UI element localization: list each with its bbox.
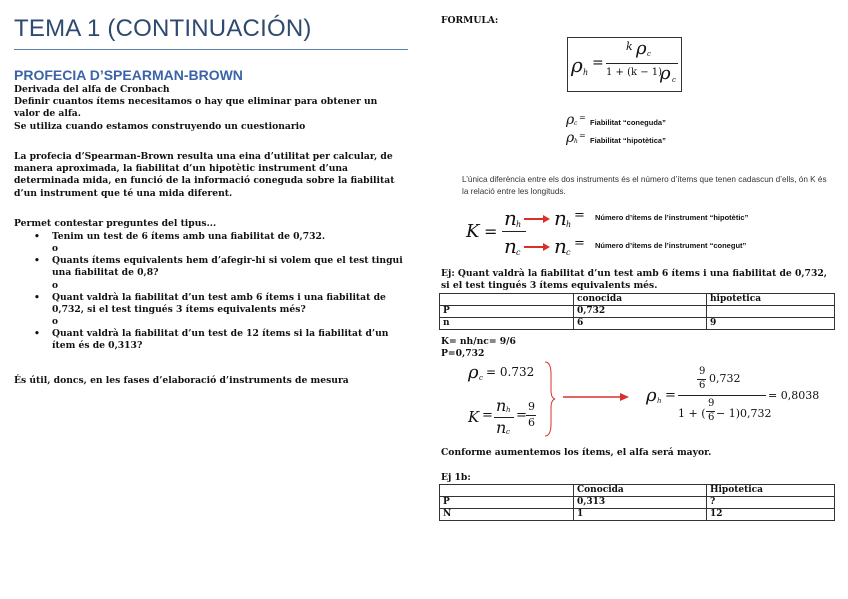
arrow-right-icon [524, 214, 550, 224]
calc-rho-c-sub: c [479, 374, 483, 382]
calc-rho-h-sub: h [657, 397, 662, 405]
table-cell: 0,313 [574, 497, 707, 509]
sub-bullet: o [52, 317, 59, 328]
section-heading: PROFECIA D’SPEARMAN-BROWN [14, 67, 243, 83]
calc-rho-c-value: = 0.732 [486, 365, 535, 379]
list-item [14, 255, 404, 279]
calc-eq2: = [516, 408, 527, 423]
permet-line: Permet contestar preguntes del tipus... [14, 218, 217, 229]
arrow-right-icon [563, 392, 629, 402]
table-row [440, 497, 835, 509]
k-bottom-sub: c [516, 248, 521, 257]
list-item [14, 231, 404, 243]
calc-main-bar [678, 395, 766, 396]
k-top-sub: h [516, 220, 522, 229]
nh-label: Número d’ítems de l’instrument “hipotètic” [595, 213, 749, 222]
nc-label: Número d’ítems de l’instrument “conegut” [595, 241, 747, 250]
bullet-marker: • [34, 231, 40, 242]
calc-rho-c: ρ [468, 362, 479, 383]
formula-label: FORMULA: [441, 15, 499, 26]
calc-nc-sub: c [506, 428, 510, 436]
arrow-right-icon [524, 242, 550, 252]
nc-equals: = [574, 236, 585, 251]
calc-den-one: 1 + ( [678, 407, 706, 420]
calc-nh-sub: h [506, 406, 511, 414]
calc-num-six: 6 [699, 380, 706, 391]
table-row [440, 509, 835, 521]
calc-k: K [468, 408, 480, 426]
legend-eq: = [579, 131, 586, 140]
formula-equals: = [592, 55, 604, 71]
table-header-row [440, 294, 835, 306]
formula-lhs-sub: h [583, 68, 589, 77]
ej1-table [439, 293, 835, 330]
table-cell: 9 [707, 318, 835, 330]
intro-line: Se utiliza cuando estamos construyendo un cuestionario [14, 120, 306, 132]
list-item [14, 328, 404, 352]
question-list [14, 231, 404, 352]
table-cell [707, 306, 835, 318]
list-item-text: Quant valdrà la fiabilitat d’un test de 12 ítems si la fiabilitat d’un ítem és de 0,313? [52, 328, 389, 352]
sub-bullet: o [52, 244, 59, 255]
calc-num-rest: 0,732 [709, 372, 741, 385]
k-symbol: K [466, 221, 480, 242]
formula-den-rho: ρ [660, 63, 671, 84]
sub-bullet: o [52, 280, 59, 291]
calc-nh: n [496, 396, 507, 415]
legend-rho-c-sub: c [574, 120, 578, 127]
intro-line: Definir cuantos ítems necesitamos o hay que eliminar para obtener un valor de alfa. [14, 96, 378, 120]
calc-nc: n [496, 418, 507, 437]
list-item-text: Tenim un test de 6 ítems amb una fiabilitat de 0,732. [52, 231, 326, 242]
nh-sub: h [566, 220, 572, 229]
bullet-marker: • [34, 255, 40, 267]
calc-k-equals: = [482, 408, 493, 423]
ej1-conclusion: Conforme aumentemos los ítems, el alfa será mayor. [441, 447, 712, 458]
rho-legend [566, 112, 696, 146]
title-underline [14, 49, 408, 50]
calc-result: = 0,8038 [768, 389, 820, 402]
k-equals: = [484, 222, 498, 241]
formula-den: 1 + (k − 1) [606, 67, 663, 78]
legend-rho-h-sub: h [574, 138, 578, 145]
nc-sub: c [566, 248, 571, 257]
table-row [440, 318, 835, 330]
table-cell: n [440, 318, 574, 330]
list-item [14, 292, 404, 316]
calc-rho-h-equals: = [665, 388, 676, 403]
bullet-marker: • [34, 328, 40, 340]
calc-six: 6 [528, 416, 535, 429]
formula-den-sub: c [672, 76, 676, 84]
calc-nine: 9 [528, 400, 535, 413]
k-line: K= nh/nc= 9/6 [441, 336, 516, 347]
table-cell: N [440, 509, 574, 521]
legend-rho-h: ρ [566, 130, 575, 146]
formula-num-k: k [626, 40, 633, 53]
legend-label: Fiabilitat “hipotètica” [590, 136, 666, 145]
k-formula [466, 208, 811, 264]
ej1-calculation [456, 358, 836, 440]
table-row [440, 306, 835, 318]
table-cell [440, 485, 574, 497]
table-cell: P [440, 306, 574, 318]
ej1b-label: Ej 1b: [441, 472, 471, 483]
k-bottom-n: n [504, 234, 517, 258]
calc-den-rest: − 1)0,732 [716, 407, 772, 420]
formula-num-rho: ρ [636, 38, 647, 59]
nc-symbol: n [554, 234, 567, 258]
k-fraction-bar [502, 231, 526, 232]
table-cell: hipotetica [707, 294, 835, 306]
closing-line: És útil, doncs, en les fases d’elaboració d’instruments de mesura [14, 375, 349, 386]
page-title: TEMA 1 (CONTINUACIÓN) [14, 15, 312, 42]
bullet-marker: • [34, 291, 40, 303]
table-cell: conocida [574, 294, 707, 306]
brace-icon [544, 360, 556, 438]
k-top-n: n [504, 206, 517, 230]
formula-num-sub: c [647, 50, 651, 58]
table-cell: Hipotetica [707, 485, 835, 497]
intro-block [14, 84, 404, 133]
nh-symbol: n [554, 206, 567, 230]
table-cell: 12 [707, 509, 835, 521]
ej1b-table [439, 484, 835, 521]
nh-equals: = [574, 208, 585, 223]
difference-text: L’única diferència entre els dos instruments és el número d’ítems que tenen cadascun d’ells, ón K és la relació entre les longituds. [462, 175, 827, 196]
legend-rho-c: ρ [566, 112, 575, 128]
list-item-text: Quant valdrà la fiabilitat d’un test amb 6 ítems i una fiabilitat de 0,732, si el test tingués 3 ítems equivalents més? [52, 291, 386, 315]
list-item-text: Quants ítems equivalents hem d’afegir-hi si volem que el test tingui una fiabilitat de 0,8? [52, 255, 403, 279]
table-cell: Conocida [574, 485, 707, 497]
intro-line: Derivada del alfa de Cronbach [14, 84, 170, 95]
legend-label: Fiabilitat “coneguda” [590, 118, 666, 127]
table-cell: 1 [574, 509, 707, 521]
spearman-brown-paragraph: La profecia d’Spearman-Brown resulta una eina d’utilitat per calcular, de manera aproximada, la fiabilitat d’un hipotètic instrument d’una determinada mida, en funció de la informació coneguda sobre la fiabilitat d’un instrument que té una mida diferent. [14, 151, 395, 199]
formula-lhs: ρ [571, 53, 583, 77]
calc-rho-h: ρ [646, 385, 657, 406]
p-line: P=0,732 [441, 348, 485, 359]
table-cell: ? [707, 497, 835, 509]
table-cell: P [440, 497, 574, 509]
legend-eq: = [579, 113, 586, 122]
table-header-row [440, 485, 835, 497]
table-cell [440, 294, 574, 306]
table-cell: 6 [574, 318, 707, 330]
calc-den-nine: 9 [708, 398, 715, 409]
spearman-brown-formula [567, 37, 682, 92]
ej1-question: Ej: Quant valdrà la fiabilitat d’un test amb 6 ítems i una fiabilitat de 0,732, si el test tingués 3 ítems equivalents més. [441, 268, 827, 292]
calc-num-nine: 9 [699, 366, 706, 377]
table-cell: 0,732 [574, 306, 707, 318]
calc-den-six: 6 [708, 412, 715, 423]
